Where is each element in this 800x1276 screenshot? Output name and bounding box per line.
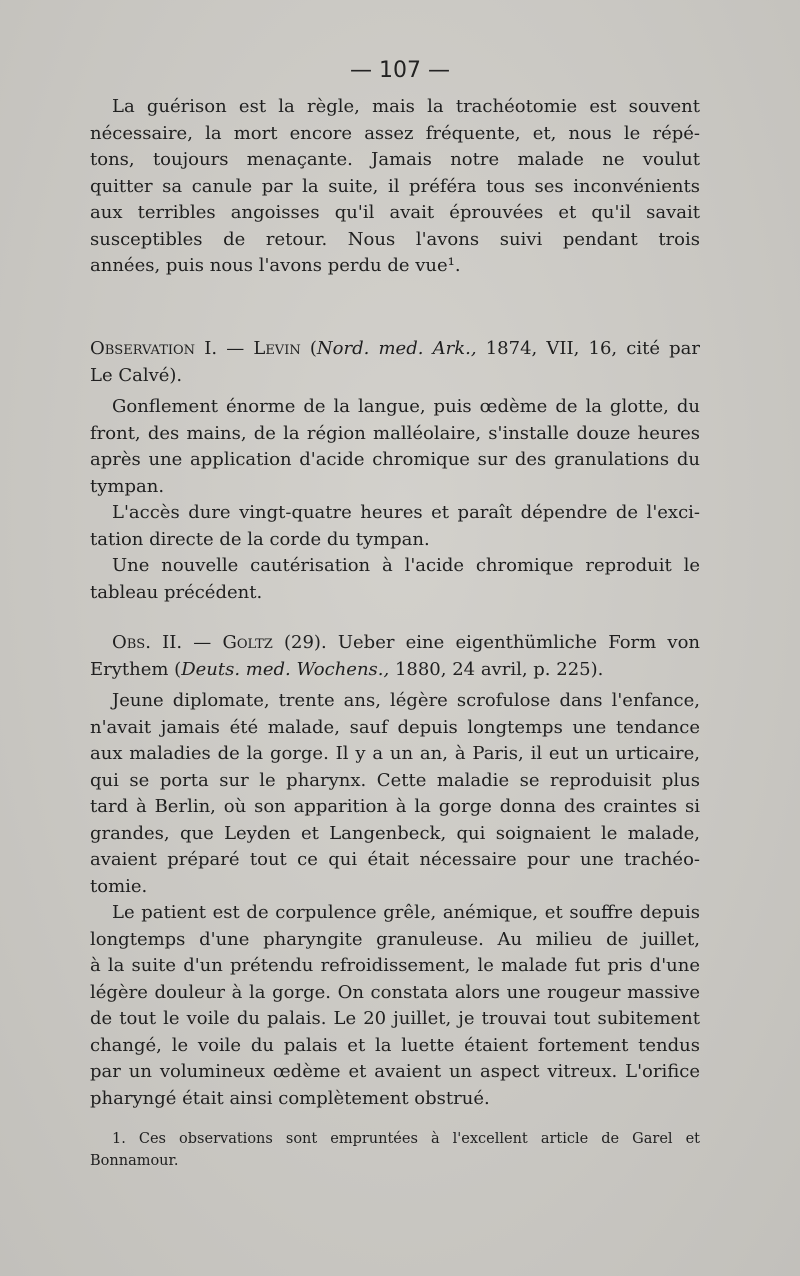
text-line: tableau précédent. xyxy=(90,581,263,603)
heading-line xyxy=(90,336,700,363)
text-line: à la suite d'un prétendu refroidissement, le malade fut pris d'une xyxy=(90,955,700,976)
author-name: Goltz xyxy=(222,632,273,653)
text-line: Jeune diplomate, trente ans, légère scrofulose dans l'enfance, xyxy=(112,690,700,711)
footnote xyxy=(90,1128,700,1172)
text-line: grandes, que Leyden et Langenbeck, qui soignaient le malade, xyxy=(90,822,700,844)
text-line: aux maladies de la gorge. Il y a un an, à Paris, il eut un urticaire, xyxy=(90,743,700,764)
page-number: — 107 — xyxy=(350,58,450,83)
text-line: tation directe de la corde du tympan. xyxy=(90,528,430,550)
text-line: La guérison est la règle, mais la trachéotomie est souvent xyxy=(112,96,700,117)
text-line: n'avait jamais été malade, sauf depuis longtemps une tendance xyxy=(90,716,700,738)
text-line: de tout le voile du palais. Le 20 juillet, je trouvai tout subitement xyxy=(90,1008,700,1029)
paragraph-1 xyxy=(90,94,700,280)
dash: — xyxy=(217,338,254,359)
heading-line xyxy=(90,630,700,657)
observation-1-body xyxy=(90,394,700,606)
text-line: tons, toujours menaçante. Jamais notre malade ne voulut xyxy=(90,149,700,170)
citation-rest: (29). Ueber eine eigenthümliche Form von xyxy=(272,632,700,653)
text-line: Une nouvelle cautérisation à l'acide chromique reproduit le xyxy=(112,555,700,576)
observation-2-heading xyxy=(90,630,700,683)
text-line: longtemps d'une pharyngite granuleuse. Au milieu de juillet, xyxy=(90,928,700,950)
dash: — xyxy=(182,632,223,653)
observation-1-heading xyxy=(90,336,700,389)
journal-title: Deuts. med. Wochens., xyxy=(181,658,390,680)
observation-2-body xyxy=(90,688,700,1112)
text-line: front, des mains, de la région malléolaire, s'installe douze heures xyxy=(90,422,700,444)
text-line: avaient préparé tout ce qui était nécessaire pour une trachéo- xyxy=(90,849,700,870)
text-line: après une application d'acide chromique sur des granulations du xyxy=(90,449,700,470)
text-line: tympan. xyxy=(90,475,165,497)
heading-line: Le Calvé). xyxy=(90,364,183,386)
text-line: Le patient est de corpulence grêle, anémique, et souffre depuis xyxy=(112,902,700,923)
observation-label: Obs. II. xyxy=(112,632,183,653)
text-line: tard à Berlin, où son apparition à la gorge donna des craintes si xyxy=(90,796,700,817)
citation-rest: 1880, 24 avril, p. 225). xyxy=(389,658,604,680)
text-line: changé, le voile du palais et la luette étaient fortement tendus xyxy=(90,1034,700,1056)
text-line: L'accès dure vingt-quatre heures et paraît dépendre de l'exci- xyxy=(112,502,700,523)
text-line: aux terribles angoisses qu'il avait éprouvées et qu'il savait xyxy=(90,202,700,223)
text-line: pharyngé était ainsi complètement obstrué. xyxy=(90,1087,490,1109)
journal-title: Nord. med. Ark., xyxy=(316,338,477,359)
citation-rest: 1874, VII, 16, cité par xyxy=(476,338,701,359)
text-line: nécessaire, la mort encore assez fréquente, et, nous le répé- xyxy=(90,122,700,144)
footnote-line: Bonnamour. xyxy=(90,1153,179,1169)
text-line: Gonflement énorme de la langue, puis œdème de la glotte, du xyxy=(112,396,700,417)
text-line: tomie. xyxy=(90,875,148,897)
text-line: légère douleur à la gorge. On constata alors une rougeur massive xyxy=(90,981,700,1003)
paren: ( xyxy=(300,338,317,359)
text-line: années, puis nous l'avons perdu de vue¹. xyxy=(90,255,461,276)
text-line: susceptibles de retour. Nous l'avons suivi pendant trois xyxy=(90,228,700,250)
author-name: Levin xyxy=(253,338,301,359)
footnote-line: 1. Ces observations sont empruntées à l'excellent article de Garel et xyxy=(112,1131,700,1147)
observation-label: Observation I. xyxy=(90,338,218,359)
text-line: quitter sa canule par la suite, il préféra tous ses inconvénients xyxy=(90,175,700,197)
heading-line xyxy=(90,657,700,684)
text-line: par un volumineux œdème et avaient un aspect vitreux. L'orifice xyxy=(90,1061,700,1082)
citation-pre: Erythem ( xyxy=(90,658,182,680)
text-line: qui se porta sur le pharynx. Cette maladie se reproduisit plus xyxy=(90,769,700,791)
